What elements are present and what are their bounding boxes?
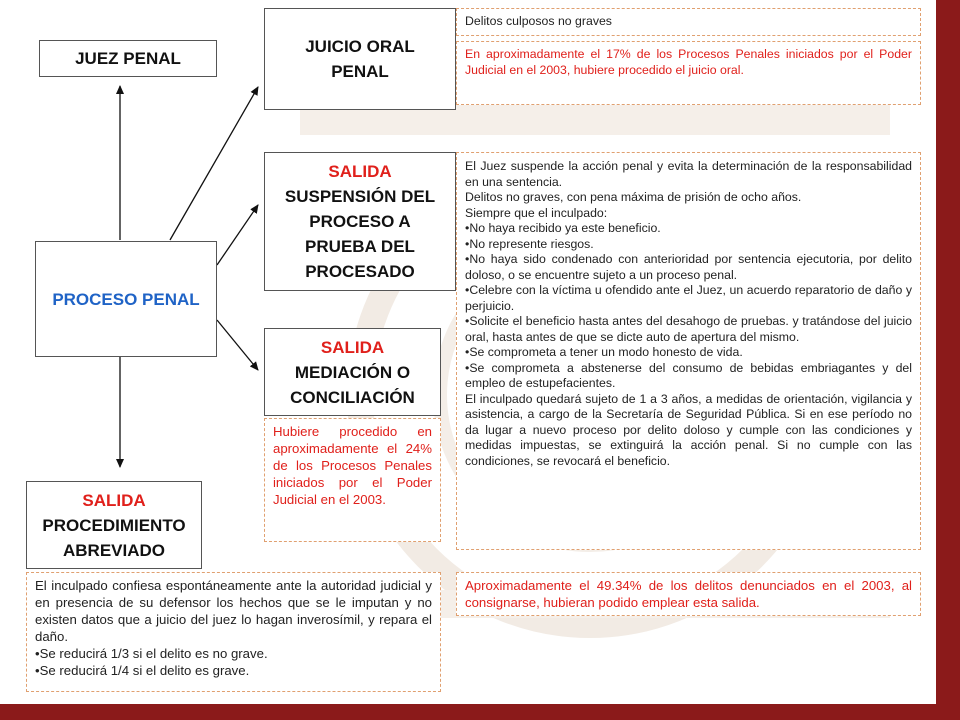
note-mediacion-stat <box>264 418 441 542</box>
list-item: • Se reducirá 1/4 si el delito es grave. <box>35 662 432 679</box>
node-abreviado-line-2: ABREVIADO <box>62 540 165 560</box>
note-suspension-intro-2: Delitos no graves, con pena máxima de prisión de ocho años. <box>465 190 802 204</box>
node-mediacion-line-2: CONCILIACIÓN <box>290 387 415 407</box>
note-suspension-bullets <box>465 221 912 392</box>
list-item: • Solicite el beneficio hasta antes del desahogo de pruebas. y tratándose del juicio oral, hasta antes de que se dicte auto de apertura del mismo. <box>465 314 912 345</box>
note-abreviado-intro: El inculpado confiesa espontáneamente ante la autoridad judicial y en presencia de su defensor los hechos que se le imputan y no existen datos que a juicio del juez lo hagan inverosímil, y repara el daño. <box>35 578 432 644</box>
note-abreviado-stat <box>456 572 921 616</box>
node-suspension-line-1: SUSPENSIÓN DEL <box>284 187 436 206</box>
note-abreviado-bullets <box>35 645 432 679</box>
note-suspension-closing: El inculpado quedará sujeto de 1 a 3 años, a medidas de orientación, vigilancia y asistencia, a cargo de la Secretaría de Seguridad Pública. Si en ese período no da lugar a nuevo proceso por delito doloso y cumple con las condiciones y medidas impuestas, se extinguirá la acción penal. Si no cumple con las condiciones, se revocará el beneficio. <box>465 391 912 468</box>
note-abreviado-details <box>26 572 441 692</box>
node-proceso-penal <box>35 241 217 357</box>
node-juez-penal-label: JUEZ PENAL <box>75 49 181 68</box>
note-delitos-culposos-text: Delitos culposos no graves <box>465 14 612 29</box>
list-item: • Se comprometa a abstenerse del consumo de bebidas embriagantes y del empleo de estupefacientes. <box>465 361 912 392</box>
list-item: • Celebre con la víctima u ofendido ante el Juez, un acuerdo reparatorio de daño y perjuicio. <box>465 283 912 314</box>
note-mediacion-stat-text: Hubiere procedido en aproximadamente el 24% de los Procesos Penales iniciados por el Poder Judicial en el 2003. <box>273 424 432 507</box>
node-suspension-prefix: SALIDA <box>328 162 392 181</box>
node-suspension <box>264 152 456 291</box>
arrow-to-mediacion <box>217 320 258 370</box>
list-item: • Se comprometa a tener un modo honesto de vida. <box>465 345 912 361</box>
node-mediacion-line-1: MEDIACIÓN O <box>294 362 411 382</box>
note-suspension-intro-1: El Juez suspende la acción penal y evita la determinación de la responsabilidad en una sentencia. <box>465 159 912 189</box>
node-juez-penal <box>39 40 217 77</box>
node-juicio-oral-line-2: PENAL <box>331 62 389 81</box>
node-suspension-line-2: PROCESO A <box>309 212 411 231</box>
arrow-to-suspension <box>217 205 258 265</box>
node-mediacion <box>264 328 441 416</box>
note-juicio-oral-stat <box>456 41 921 105</box>
note-suspension-intro-3: Siempre que el inculpado: <box>465 205 608 220</box>
node-juicio-oral-line-1: JUICIO ORAL <box>305 37 415 56</box>
list-item: • No haya sido condenado con anterioridad por sentencia ejecutoria, por delito doloso, o se encuentre sujeto a un proceso penal. <box>465 252 912 283</box>
list-item: • No represente riesgos. <box>465 237 912 253</box>
note-juicio-oral-stat-text: En aproximadamente el 17% de los Procesos Penales iniciados por el Poder Judicial en el 2003, hubiere procedido el juicio oral. <box>465 47 912 77</box>
list-item: • Se reducirá 1/3 si el delito es no grave. <box>35 645 432 662</box>
note-abreviado-stat-text: Aproximadamente el 49.34% de los delitos denunciados en el 2003, al consignarse, hubieran podido emplear esta salida. <box>465 578 912 610</box>
node-abreviado <box>26 481 202 569</box>
node-proceso-penal-label: PROCESO PENAL <box>52 289 200 309</box>
list-item: • No haya recibido ya este beneficio. <box>465 221 912 237</box>
node-juicio-oral <box>264 8 456 110</box>
note-delitos-culposos <box>456 8 921 36</box>
node-suspension-line-3: PRUEBA DEL <box>305 237 415 256</box>
node-mediacion-prefix: SALIDA <box>320 337 385 357</box>
note-suspension-details <box>456 152 921 550</box>
arrow-to-juicio-oral <box>170 87 258 240</box>
node-abreviado-prefix: SALIDA <box>82 490 146 510</box>
node-abreviado-line-1: PROCEDIMIENTO <box>42 515 186 535</box>
node-suspension-line-4: PROCESADO <box>305 262 415 281</box>
